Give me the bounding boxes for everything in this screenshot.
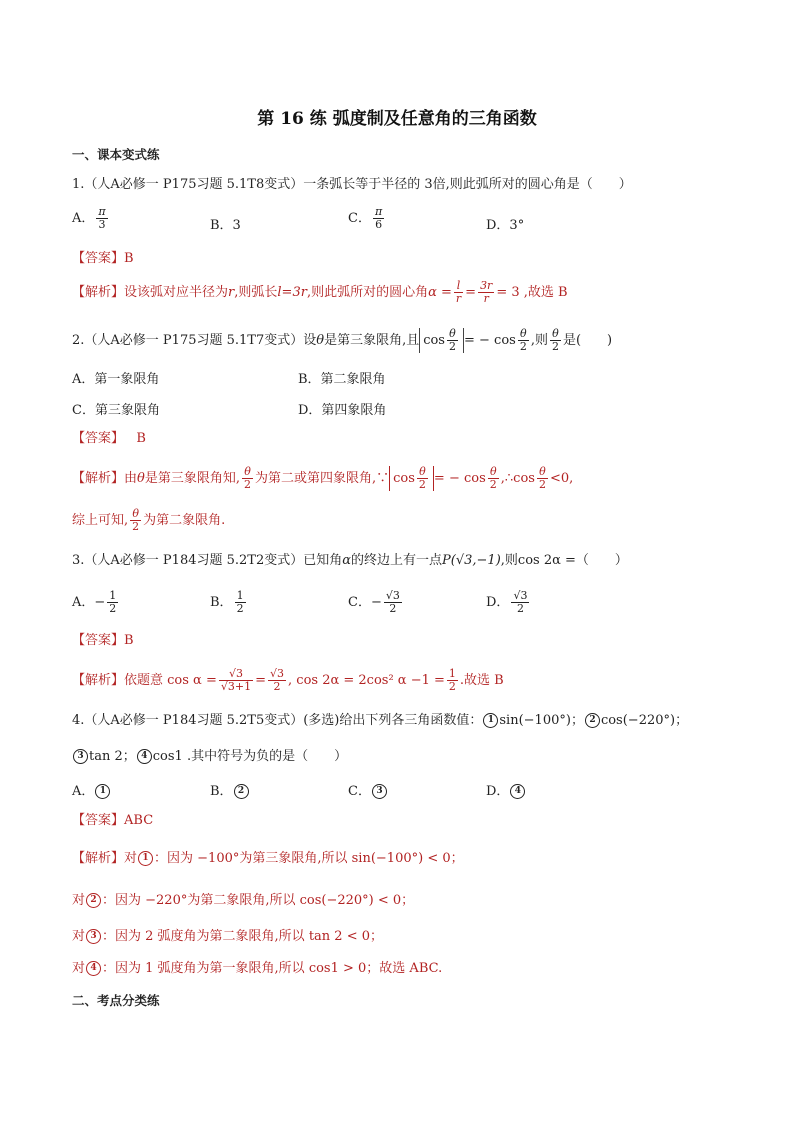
q3-option-d: D． $\frac{√3}{2}$ — [486, 589, 528, 615]
q4-analysis-4: 对 4 ：因为 1 弧度角为第一象限角,所以 cos1 > 0；故选 ABC. — [72, 961, 443, 976]
q3-option-b: B． $\frac{1}{2}$ — [210, 589, 244, 615]
q4-stem-line1: 4.（人A必修一 P184习题 5.2T5变式）(多选)给出下列各三角函数值： 1 sin(−100°)； 2 cos(−220°)； — [72, 713, 689, 728]
q4-analysis-1: 【解析】对 1 ：因为 −100°为第三象限角,所以 sin(−100°) < 0； — [72, 851, 464, 866]
q1-answer: 【答案】B — [72, 251, 134, 266]
q4-option-d: D． 4 — [486, 780, 526, 799]
q4-option-a: A． 1 — [72, 780, 111, 799]
circle-num-1: 1 — [483, 713, 498, 728]
q2-analysis-line2: 综上可知, $\frac{\theta}{2}$ 为第二象限角. — [72, 507, 226, 533]
q4-analysis-3: 对 3 ：因为 2 弧度角为第二象限角,所以 tan 2 < 0； — [72, 929, 383, 944]
q1-stem: 1.（人A必修一 P175习题 5.1T8变式）一条弧长等于半径的 3倍,则此弧所对的圆心角是（ ） — [72, 177, 632, 192]
q2-option-d: D．第四象限角 — [298, 403, 387, 418]
q1-analysis: 【解析】设该弧对应半径为r,则弧长l=3r,则此弧所对的圆心角α = $\frac{l}{r}$ = $\frac{3r}{r}$ = 3 ,故选 B — [72, 279, 568, 305]
q1-option-c: C． $\frac{\pi}{6}$ — [348, 205, 383, 231]
section-heading-1: 一、课本变式练 — [72, 147, 160, 162]
q4-answer: 【答案】ABC — [72, 813, 154, 828]
q2-option-c: C．第三象限角 — [72, 403, 160, 418]
q1-option-a: A． $\frac{\pi}{3}$ — [72, 205, 106, 231]
q3-answer: 【答案】B — [72, 633, 134, 648]
q2-option-b: B．第二象限角 — [298, 372, 386, 387]
q3-option-c: C．− $\frac{√3}{2}$ — [348, 589, 400, 615]
q4-stem-line2: 3 tan 2； 4 cos1 .其中符号为负的是（ ） — [72, 748, 347, 766]
q1-option-d: D．3° — [486, 218, 525, 233]
q2-stem: 2.（人A必修一 P175习题 5.1T7变式）设θ是第三象限角,且 cos $\frac{\theta}{2}$ = − cos $\frac{\theta}{2}$ ,则 $\frac{\theta}{2}$ 是( ) — [72, 327, 613, 353]
q2-option-a: A．第一象限角 — [72, 372, 160, 387]
q4-analysis-2: 对 2 ：因为 −220°为第二象限角,所以 cos(−220°) < 0； — [72, 893, 415, 908]
q3-option-a: A．− $\frac{1}{2}$ — [72, 589, 117, 615]
circle-num-2: 2 — [585, 713, 600, 728]
q4-option-c: C． 3 — [348, 780, 388, 799]
circle-num-3: 3 — [73, 749, 88, 764]
q2-analysis-line1: 【解析】由θ是第三象限角知, $\frac{\theta}{2}$ 为第二或第四象限角,∵ cos $\frac{\theta}{2}$ = − cos $\frac{\theta}{2}$ ,∴cos $\frac{\theta}{2}$ <0, — [72, 465, 574, 491]
page-title: 第 16 练 弧度制及任意角的三角函数 — [257, 109, 537, 129]
section-heading-2: 二、考点分类练 — [72, 993, 160, 1008]
q3-analysis: 【解析】依题意 cos α = $\frac{√3}{√3+1}$ = $\frac{√3}{2}$ , cos 2α = 2cos² α −1 = $\frac{1}{2}$ .故选 B — [72, 667, 504, 693]
q4-option-b: B． 2 — [210, 780, 250, 799]
circle-num-4: 4 — [137, 749, 152, 764]
q1-option-b: B．3 — [210, 218, 241, 233]
q2-answer: 【答案】 B — [72, 431, 146, 446]
q3-stem: 3.（人A必修一 P184习题 5.2T2变式）已知角α的终边上有一点P(√3,−1),则cos 2α =（ ） — [72, 553, 628, 568]
